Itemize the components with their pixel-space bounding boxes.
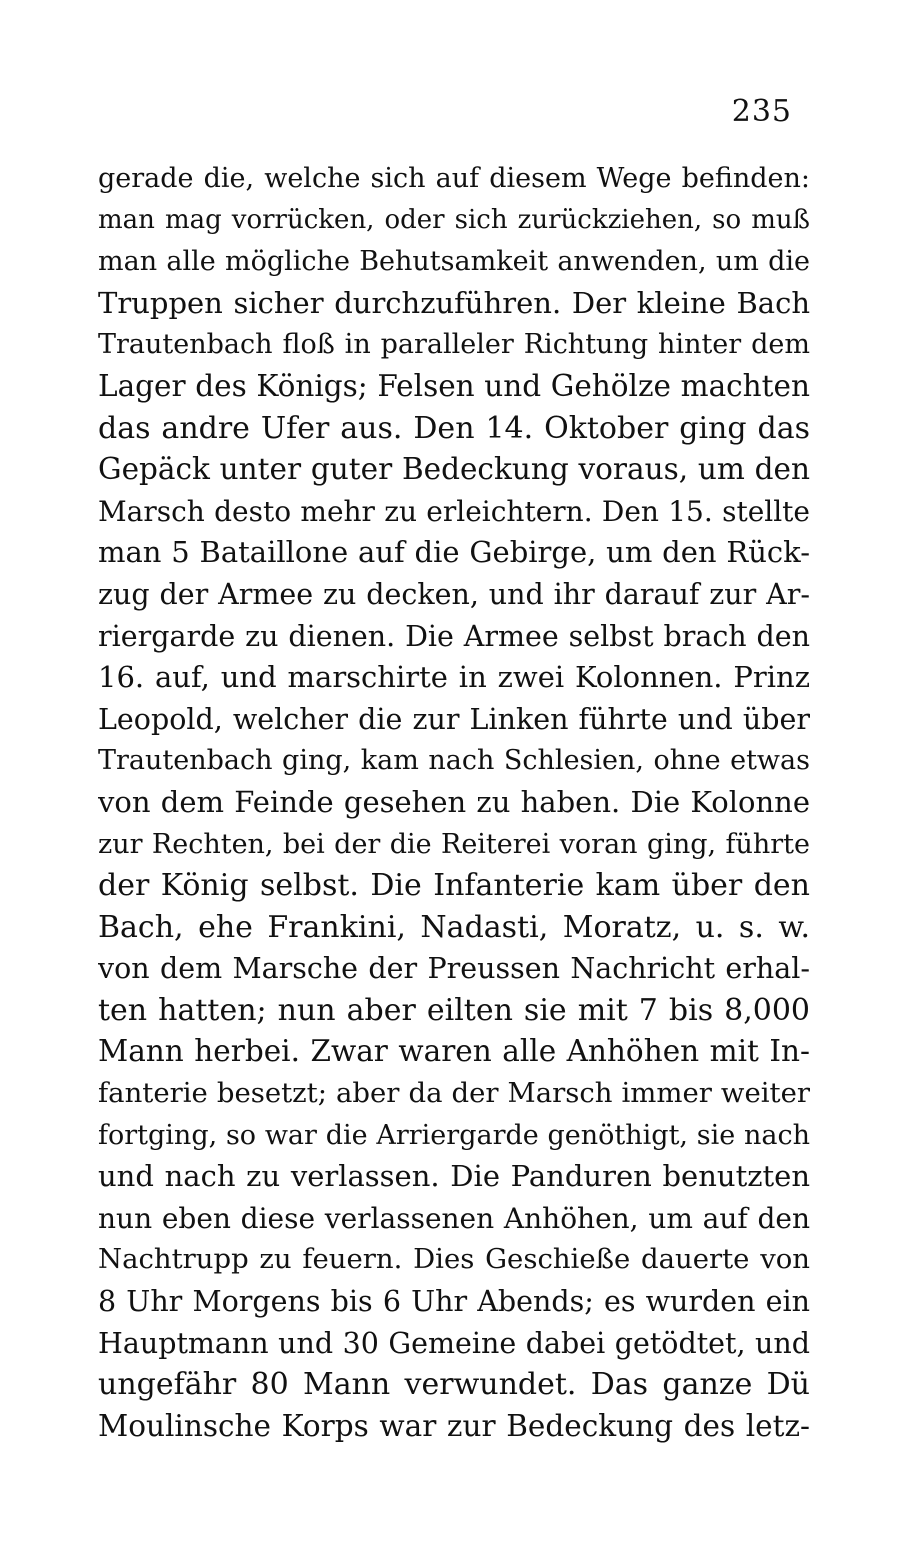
text-line: Leopold, welcher die zur Linken führte und über: [98, 702, 810, 736]
text-line: Moulinsche Korps war zur Bedeckung des letz-: [98, 1408, 810, 1443]
body-text: [98, 158, 810, 1447]
text-line: ungefähr 80 Mann verwundet. Das ganze Dü: [98, 1367, 810, 1403]
text-line: gerade die, welche sich auf diesem Wege befinden:: [98, 163, 810, 194]
text-line: man mag vorrücken, oder sich zurückziehen, so muß: [98, 204, 810, 235]
text-line: zug der Armee zu decken, und ihr darauf zur Ar-: [98, 577, 810, 611]
text-line: Gepäck unter guter Bedeckung voraus, um den: [98, 452, 810, 487]
text-line: man 5 Bataillone auf die Gebirge, um den Rück-: [98, 535, 810, 570]
text-line: nun eben diese verlassenen Anhöhen, um auf den: [98, 1201, 810, 1235]
text-line: Trautenbach floß in paralleler Richtung hinter dem: [98, 329, 810, 361]
text-line: zur Rechten, bei der die Reiterei voran ging, führte: [98, 828, 810, 860]
text-line: und nach zu verlassen. Die Panduren benutzten: [98, 1159, 810, 1194]
text-line: Bach, ehe Frankini, Nadasti, Moratz, u. s. w.: [98, 909, 810, 945]
text-line: das andre Ufer aus. Den 14. Oktober ging das: [98, 410, 810, 446]
text-line: Mann herbei. Zwar waren alle Anhöhen mit In-: [98, 1034, 810, 1069]
text-line: man alle mögliche Behutsamkeit anwenden, um die: [98, 246, 810, 278]
text-line: Nachtrupp zu feuern. Dies Geschieße dauerte von: [98, 1243, 810, 1276]
text-line: von dem Marsche der Preussen Nachricht erhal-: [98, 952, 810, 986]
text-line: Lager des Königs; Felsen und Gehölze machten: [98, 368, 810, 403]
text-line: ten hatten; nun aber eilten sie mit 7 bis 8,000: [98, 992, 810, 1028]
text-line: von dem Feinde gesehen zu haben. Die Kolonne: [98, 784, 810, 819]
text-line: fortging, so war die Arriergarde genöthigt, sie nach: [98, 1119, 810, 1151]
text-line: riergarde zu dienen. Die Armee selbst brach den: [98, 619, 810, 653]
text-line: 16. auf, und marschirte in zwei Kolonnen. Prinz: [98, 660, 810, 695]
page-number: 235: [731, 94, 792, 129]
text-line: Hauptmann und 30 Gemeine dabei getödtet, und: [98, 1326, 810, 1360]
text-line: Trautenbach ging, kam nach Schlesien, ohne etwas: [98, 745, 810, 777]
text-line: 8 Uhr Morgens bis 6 Uhr Abends; es wurden ein: [98, 1285, 810, 1319]
text-line: fanterie besetzt; aber da der Marsch immer weiter: [98, 1077, 810, 1110]
text-line: Marsch desto mehr zu erleichtern. Den 15. stellte: [98, 494, 810, 528]
text-line: Truppen sicher durchzuführen. Der kleine Bach: [98, 285, 810, 320]
text-line: der König selbst. Die Infanterie kam über den: [98, 868, 810, 904]
